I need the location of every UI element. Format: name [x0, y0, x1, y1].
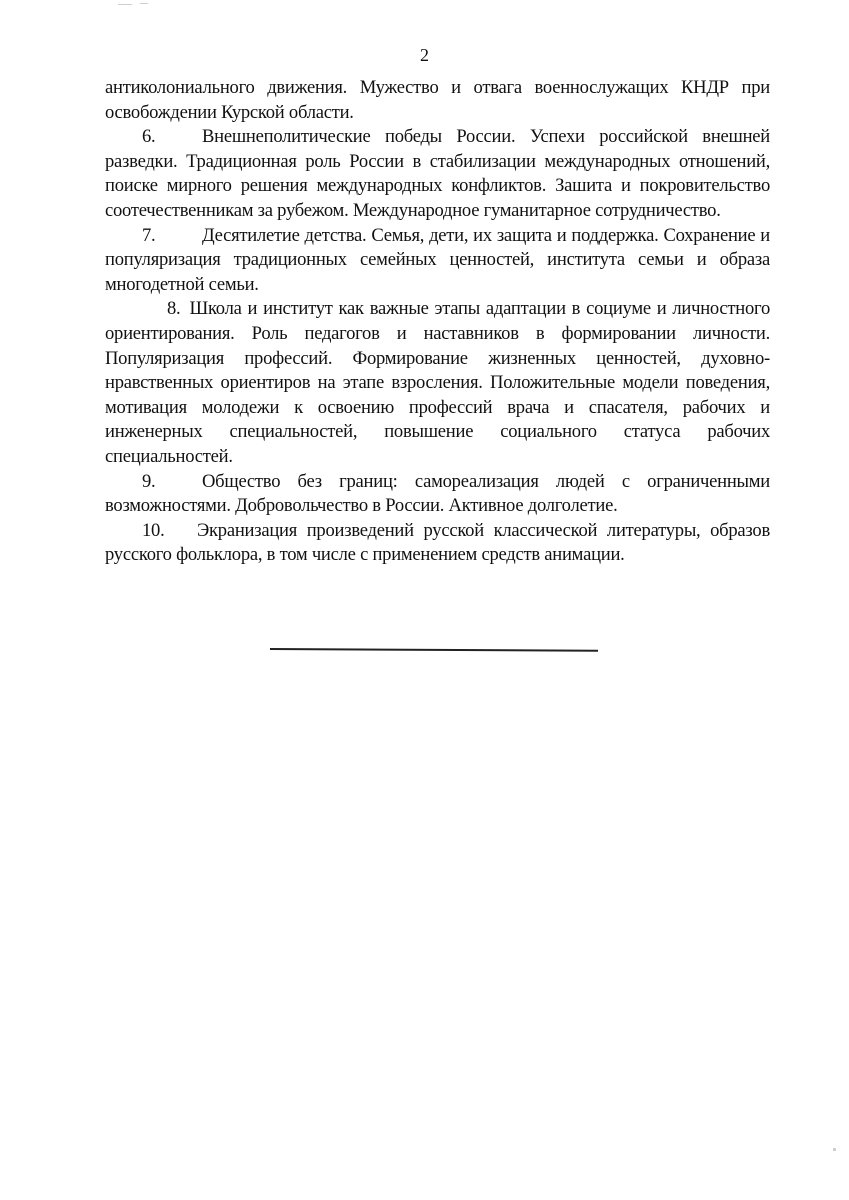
page-number: 2 — [420, 45, 429, 65]
scan-artifact — [140, 3, 148, 4]
list-item-6 — [105, 125, 770, 223]
item-number: 8. — [167, 298, 181, 320]
list-item-7 — [105, 224, 770, 298]
scan-artifact — [833, 1148, 836, 1151]
document-body — [105, 76, 770, 568]
item-text: Десятилетие детства. Семья, дети, их защита и поддержка. Сохранение и популяризация традиционных семейных ценностей, института семьи и образа многодетной семьи. — [105, 224, 770, 295]
list-item-9 — [105, 470, 770, 519]
scan-artifact — [118, 4, 132, 5]
item-text: Экранизация произведений русской классической литературы, образов русского фольклора, в том числе с применением средств анимации. — [105, 519, 770, 566]
item-number: 7. — [142, 224, 156, 246]
item-text: Школа и институт как важные этапы адаптации в социуме и личностного ориентирования. Роль педагогов и наставников в формировании личности. Популяризация профессий. Формирование жизненных ценностей, духовно-нравственных ориентиров на этапе взросления. Положительные модели поведения, мотивация молодежи к освоению профессий врача и спасателя, рабочих и инженерных специальностей, повышение социального статуса рабочих специальностей. — [105, 298, 770, 467]
item-text: Общество без границ: самореализация людей с ограниченными возможностями. Добровольчество в России. Активное долголетие. — [105, 470, 770, 517]
list-item-10 — [105, 519, 770, 568]
item-text: Внешнеполитические победы России. Успехи российской внешней разведки. Традиционная роль России в стабилизации международных отношений, поиске мирного решения международных конфликтов. Зашита и покровительство соотечественникам за рубежом. Международное гуманитарное сотрудничество. — [105, 126, 770, 221]
list-item-8 — [105, 297, 770, 469]
item-number: 9. — [142, 470, 156, 492]
continuation-paragraph: антиколониального движения. Мужество и отвага военнослужащих КНДР при освобождении Курской области. — [105, 77, 770, 123]
item-number: 10. — [142, 519, 165, 541]
closing-divider-line — [270, 648, 598, 651]
item-number: 6. — [142, 126, 156, 148]
